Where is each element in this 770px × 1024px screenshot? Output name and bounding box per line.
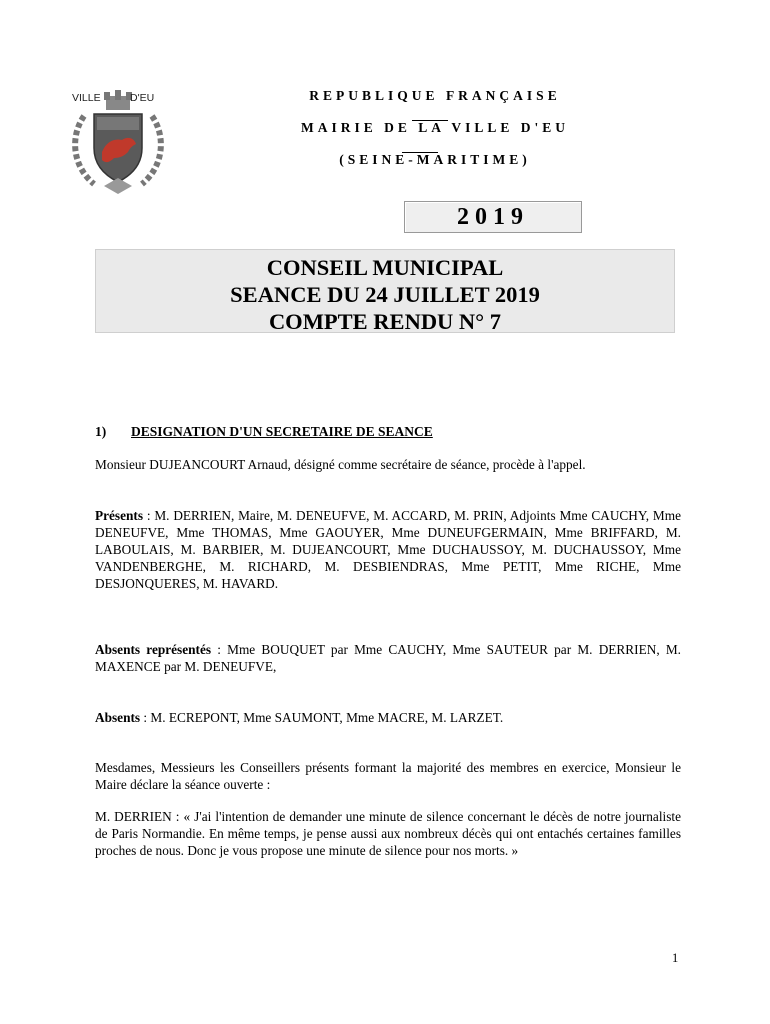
header-republique: REPUBLIQUE FRANÇAISE (309, 88, 561, 103)
absents-label: Absents (95, 710, 141, 725)
representes-label: Absents représentés (95, 642, 212, 657)
year-box: 2019 (404, 201, 582, 233)
paragraph-presents (95, 507, 681, 592)
absents-text: : M. ECREPONT, Mme SAUMONT, Mme MACRE, M. LARZET. (140, 710, 504, 725)
header-mairie: MAIRIE DE LA VILLE D'EU (300, 120, 570, 135)
section-number: 1) (95, 424, 107, 439)
paragraph-absents (95, 709, 681, 726)
paragraph-absents-representes (95, 641, 681, 675)
page-number: 1 (672, 951, 679, 965)
crest-label-right: D'EU (130, 92, 155, 104)
representes-text: : Mme BOUQUET par Mme CAUCHY, Mme SAUTEUR par M. DERRIEN, M. MAXENCE par M. DENEUFVE, (95, 642, 681, 674)
section-title: DESIGNATION D'UN SECRETAIRE DE SEANCE (131, 424, 433, 439)
title-line-compte-rendu: COMPTE RENDU N° 7 (268, 309, 502, 334)
paragraph-ouverture: Mesdames, Messieurs les Conseillers présents formant la majorité des membres en exercice, Monsieur le Maire déclare la séance ouverte : (95, 760, 681, 792)
presents-text: : M. DERRIEN, Maire, M. DENEUFVE, M. ACCARD, M. PRIN, Adjoints Mme CAUCHY, Mme DENEUFVE, Mme THOMAS, Mme GAOUYER, Mme DUNEUFGERMAIN, Mme BRIFFARD, M. LABOULAIS, M. BARBIER, M. DUJEANCOURT, Mme DUCHAUSSOY, M. DUCHAUSSOY, Mme VANDENBERGHE, M. RICHARD, M. DESBIENDRAS, Mme PETIT, Mme RICHE, Mme DESJONQUERES, M. HAVARD. (95, 508, 681, 591)
title-line-seance: SEANCE DU 24 JUILLET 2019 (230, 282, 540, 307)
town-crest (64, 86, 172, 198)
header-departement: (SEINE-MARITIME) (339, 152, 531, 167)
title-box (95, 249, 675, 333)
crest-label-left: VILLE (72, 92, 101, 104)
paragraph-minute-silence: M. DERRIEN : « J'ai l'intention de demander une minute de silence concernant le décès de notre journaliste de Paris Normandie. En même temps, je pense aussi aux nombreux décès qui ont entachés certaines familles proches de nous. Donc je vous propose une minute de silence pour nos morts. » (95, 809, 681, 858)
title-line-conseil: CONSEIL MUNICIPAL (266, 255, 504, 280)
paragraph-secretaire: Monsieur DUJEANCOURT Arnaud, désigné comme secrétaire de séance, procède à l'appel. (95, 457, 586, 472)
section-heading (95, 424, 433, 440)
presents-label: Présents (95, 508, 143, 523)
